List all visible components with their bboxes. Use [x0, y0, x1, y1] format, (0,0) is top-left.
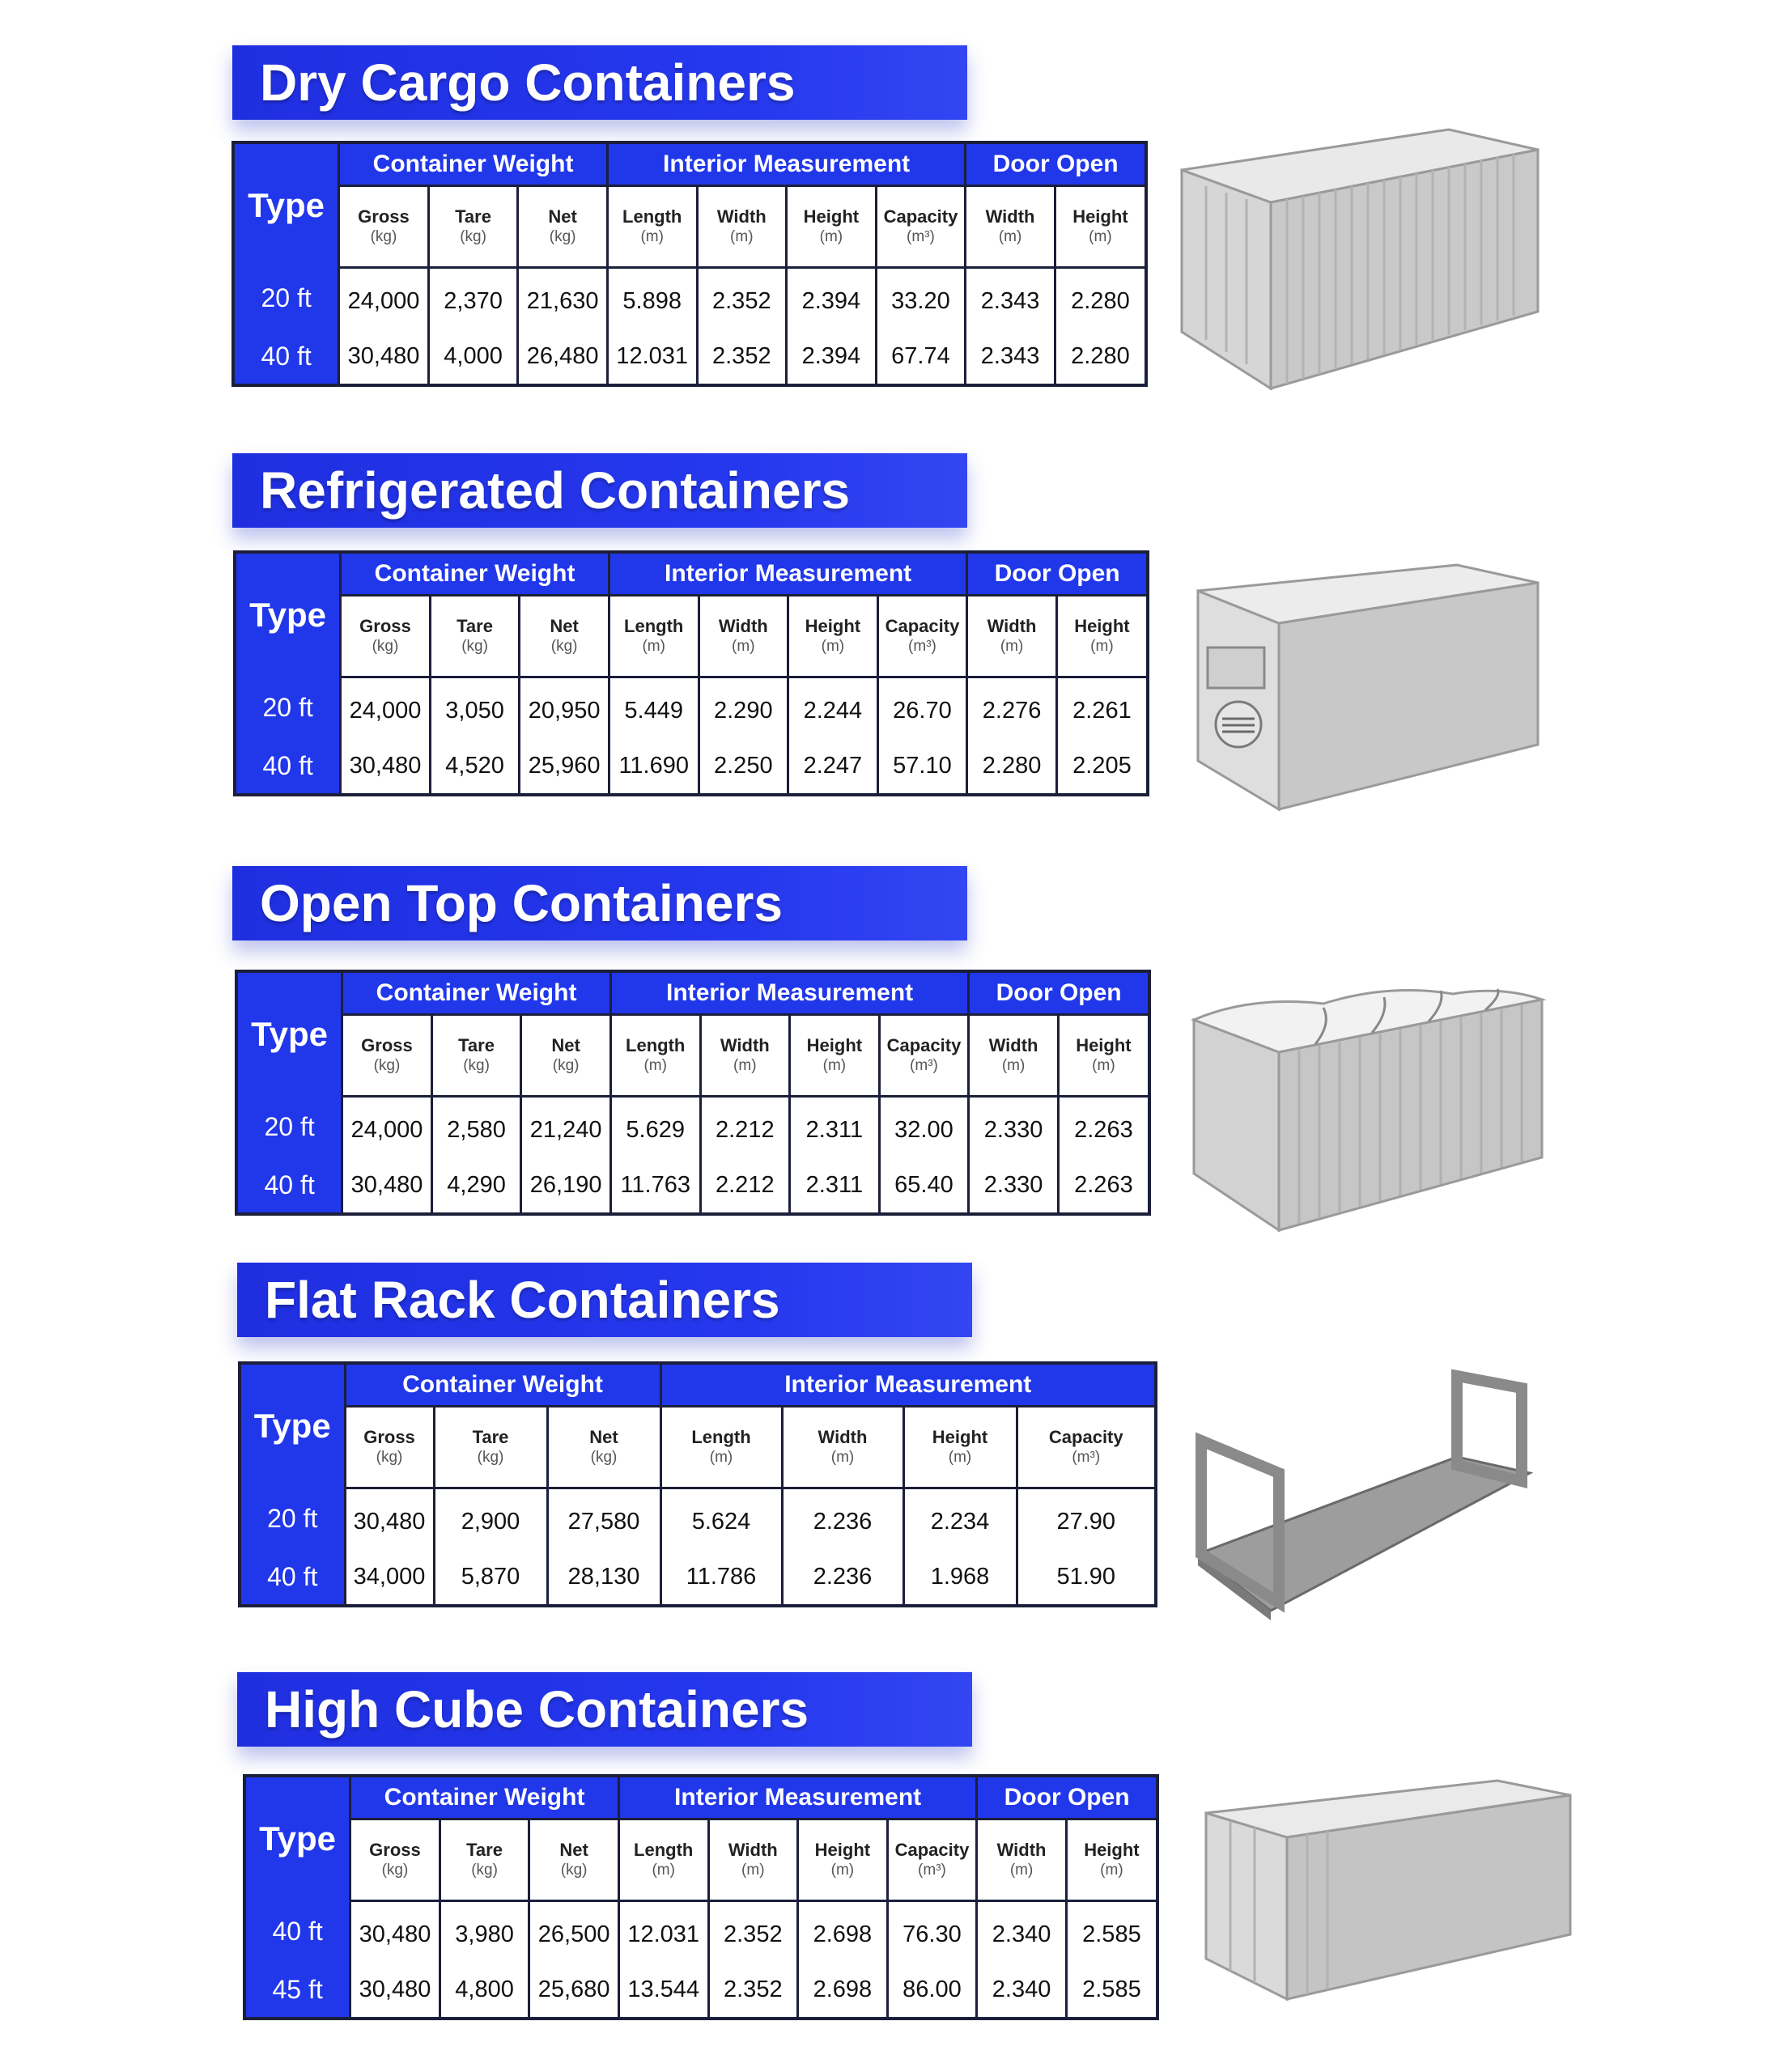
cell-door-height: 2.585: [1066, 1962, 1157, 2019]
cell-tare: 4,800: [440, 1962, 529, 2019]
column-header-width: Width (m): [708, 1819, 798, 1901]
column-header-door-width: Width (m): [977, 1819, 1067, 1901]
column-header-tare: Tare (kg): [434, 1407, 547, 1488]
column-header-tare: Tare (kg): [431, 1015, 521, 1097]
cell-width: 2.352: [697, 329, 787, 385]
cell-net: 28,130: [547, 1549, 660, 1606]
column-header-door-width: Width (m): [969, 1015, 1059, 1097]
cell-door-height: 2.280: [1055, 268, 1146, 329]
cell-width: 2.236: [782, 1549, 903, 1606]
cell-tare: 5,870: [434, 1549, 547, 1606]
cell-capacity: 33.20: [876, 268, 966, 329]
type-header: Type: [236, 971, 342, 1097]
group-header-interior: Interior Measurement: [618, 1776, 976, 1819]
cell-capacity: 27.90: [1017, 1488, 1156, 1550]
cell-length: 11.786: [660, 1549, 782, 1606]
column-header-capacity: Capacity (m³): [877, 596, 967, 677]
cell-height: 1.968: [903, 1549, 1017, 1606]
cell-width: 2.236: [782, 1488, 903, 1550]
cell-capacity: 67.74: [876, 329, 966, 385]
row-type: 40 ft: [240, 1549, 345, 1606]
section-title: Refrigerated Containers: [260, 461, 851, 520]
group-header-weight: Container Weight: [342, 971, 611, 1015]
group-header-interior: Interior Measurement: [660, 1363, 1156, 1407]
cell-door-height: 2.585: [1066, 1901, 1157, 1963]
open-top-container-icon: [1186, 979, 1550, 1238]
cell-height: 2.698: [798, 1901, 888, 1963]
section-title: Flat Rack Containers: [265, 1271, 780, 1329]
flat-rack-container-icon: [1190, 1368, 1538, 1627]
dry-cargo-container-icon: [1174, 121, 1546, 397]
cell-tare: 4,520: [430, 738, 520, 795]
column-header-length: Length (m): [609, 596, 699, 677]
column-header-gross: Gross (kg): [341, 596, 431, 677]
column-header-width: Width (m): [700, 1015, 790, 1097]
cell-door-height: 2.263: [1058, 1157, 1149, 1214]
cell-capacity: 76.30: [887, 1901, 977, 1963]
cell-gross: 30,480: [350, 1962, 440, 2019]
group-header-door: Door Open: [967, 552, 1148, 596]
spec-table: [235, 970, 1151, 1216]
group-header-weight: Container Weight: [345, 1363, 660, 1407]
table-row: [240, 1488, 1156, 1550]
cell-gross: 30,480: [350, 1901, 440, 1963]
table-row: [233, 329, 1146, 385]
row-type: 40 ft: [233, 329, 339, 385]
refrigerated-container-icon: [1190, 558, 1546, 817]
cell-length: 11.763: [610, 1157, 700, 1214]
spec-table: [231, 141, 1148, 387]
cell-length: 5.629: [610, 1097, 700, 1158]
section-title: High Cube Containers: [265, 1680, 809, 1739]
column-header-net: Net (kg): [521, 1015, 611, 1097]
group-header-interior: Interior Measurement: [607, 142, 965, 186]
cell-door-height: 2.263: [1058, 1097, 1149, 1158]
column-header-length: Length (m): [610, 1015, 700, 1097]
spec-table: [243, 1774, 1159, 2020]
group-header-interior: Interior Measurement: [609, 552, 966, 596]
column-header-tare: Tare (kg): [428, 186, 518, 268]
cell-tare: 2,900: [434, 1488, 547, 1550]
cell-height: 2.234: [903, 1488, 1017, 1550]
cell-width: 2.352: [697, 268, 787, 329]
section-title-banner: [237, 1672, 972, 1747]
column-header-gross: Gross (kg): [350, 1819, 440, 1901]
column-header-capacity: Capacity (m³): [887, 1819, 977, 1901]
column-header-capacity: Capacity (m³): [1017, 1407, 1156, 1488]
column-header-net: Net (kg): [547, 1407, 660, 1488]
cell-height: 2.311: [790, 1097, 880, 1158]
cell-gross: 24,000: [339, 268, 429, 329]
cell-capacity: 51.90: [1017, 1549, 1156, 1606]
column-header-capacity: Capacity (m³): [876, 186, 966, 268]
type-header: Type: [240, 1363, 345, 1488]
group-header-weight: Container Weight: [341, 552, 609, 596]
column-header-door-width: Width (m): [966, 186, 1055, 268]
row-type: 40 ft: [244, 1901, 350, 1963]
high-cube-container-icon: [1198, 1773, 1578, 2007]
cell-capacity: 26.70: [877, 677, 967, 739]
cell-width: 2.352: [708, 1901, 798, 1963]
cell-length: 5.898: [607, 268, 697, 329]
cell-height: 2.698: [798, 1962, 888, 2019]
table-row: [240, 1549, 1156, 1606]
cell-capacity: 57.10: [877, 738, 967, 795]
cell-door-width: 2.343: [966, 329, 1055, 385]
type-header: Type: [244, 1776, 350, 1901]
spec-table: [233, 550, 1149, 796]
column-header-door-height: Height (m): [1055, 186, 1146, 268]
group-header-weight: Container Weight: [339, 142, 608, 186]
cell-net: 27,580: [547, 1488, 660, 1550]
column-header-height: Height (m): [798, 1819, 888, 1901]
cell-door-width: 2.340: [977, 1901, 1067, 1963]
column-header-gross: Gross (kg): [345, 1407, 434, 1488]
cell-gross: 30,480: [339, 329, 429, 385]
cell-door-width: 2.276: [967, 677, 1057, 739]
cell-net: 21,630: [518, 268, 608, 329]
section-title-banner: [232, 453, 967, 528]
column-header-door-height: Height (m): [1056, 596, 1148, 677]
cell-capacity: 86.00: [887, 1962, 977, 2019]
cell-net: 26,500: [529, 1901, 619, 1963]
cell-tare: 2,370: [428, 268, 518, 329]
cell-gross: 24,000: [342, 1097, 432, 1158]
column-header-height: Height (m): [903, 1407, 1017, 1488]
table-row: [244, 1962, 1157, 2019]
cell-gross: 30,480: [345, 1488, 434, 1550]
column-header-net: Net (kg): [520, 596, 609, 677]
table-row: [235, 677, 1148, 739]
row-type: 20 ft: [236, 1097, 342, 1158]
column-header-door-width: Width (m): [967, 596, 1057, 677]
group-header-door: Door Open: [966, 142, 1146, 186]
table-row: [233, 268, 1146, 329]
cell-length: 13.544: [618, 1962, 708, 2019]
cell-tare: 2,580: [431, 1097, 521, 1158]
cell-door-width: 2.340: [977, 1962, 1067, 2019]
spec-table: [238, 1361, 1157, 1607]
cell-height: 2.244: [788, 677, 878, 739]
cell-gross: 34,000: [345, 1549, 434, 1606]
type-header: Type: [235, 552, 341, 677]
column-header-height: Height (m): [787, 186, 877, 268]
cell-gross: 30,480: [341, 738, 431, 795]
cell-tare: 4,000: [428, 329, 518, 385]
column-header-tare: Tare (kg): [440, 1819, 529, 1901]
section-title: Dry Cargo Containers: [260, 53, 796, 112]
row-type: 40 ft: [235, 738, 341, 795]
column-header-gross: Gross (kg): [342, 1015, 432, 1097]
column-header-net: Net (kg): [529, 1819, 619, 1901]
cell-height: 2.311: [790, 1157, 880, 1214]
type-header: Type: [233, 142, 339, 268]
cell-net: 25,960: [520, 738, 609, 795]
column-header-gross: Gross (kg): [339, 186, 429, 268]
cell-capacity: 65.40: [879, 1157, 969, 1214]
cell-door-width: 2.343: [966, 268, 1055, 329]
row-type: 20 ft: [233, 268, 339, 329]
column-header-width: Width (m): [697, 186, 787, 268]
row-type: 40 ft: [236, 1157, 342, 1214]
group-header-door: Door Open: [977, 1776, 1157, 1819]
table-row: [235, 738, 1148, 795]
cell-height: 2.394: [787, 268, 877, 329]
cell-door-height: 2.261: [1056, 677, 1148, 739]
row-type: 45 ft: [244, 1962, 350, 2019]
cell-capacity: 32.00: [879, 1097, 969, 1158]
column-header-width: Width (m): [782, 1407, 903, 1488]
cell-height: 2.247: [788, 738, 878, 795]
cell-tare: 3,980: [440, 1901, 529, 1963]
section-title-banner: [232, 45, 967, 120]
cell-door-height: 2.280: [1055, 329, 1146, 385]
cell-width: 2.290: [699, 677, 788, 739]
cell-length: 5.449: [609, 677, 699, 739]
column-header-height: Height (m): [788, 596, 878, 677]
group-header-door: Door Open: [969, 971, 1149, 1015]
cell-length: 12.031: [607, 329, 697, 385]
column-header-net: Net (kg): [518, 186, 608, 268]
table-row: [244, 1901, 1157, 1963]
cell-width: 2.250: [699, 738, 788, 795]
column-header-height: Height (m): [790, 1015, 880, 1097]
section-title: Open Top Containers: [260, 874, 783, 932]
cell-net: 21,240: [521, 1097, 611, 1158]
cell-width: 2.212: [700, 1157, 790, 1214]
cell-width: 2.212: [700, 1097, 790, 1158]
column-header-tare: Tare (kg): [430, 596, 520, 677]
row-type: 20 ft: [240, 1488, 345, 1550]
column-header-door-height: Height (m): [1066, 1819, 1157, 1901]
column-header-capacity: Capacity (m³): [879, 1015, 969, 1097]
table-row: [236, 1097, 1149, 1158]
section-title-banner: [232, 866, 967, 940]
cell-length: 5.624: [660, 1488, 782, 1550]
group-header-weight: Container Weight: [350, 1776, 619, 1819]
cell-net: 20,950: [520, 677, 609, 739]
cell-gross: 30,480: [342, 1157, 432, 1214]
column-header-width: Width (m): [699, 596, 788, 677]
cell-length: 11.690: [609, 738, 699, 795]
cell-height: 2.394: [787, 329, 877, 385]
cell-tare: 4,290: [431, 1157, 521, 1214]
cell-tare: 3,050: [430, 677, 520, 739]
cell-door-width: 2.330: [969, 1157, 1059, 1214]
cell-length: 12.031: [618, 1901, 708, 1963]
group-header-interior: Interior Measurement: [610, 971, 968, 1015]
cell-door-width: 2.330: [969, 1097, 1059, 1158]
column-header-length: Length (m): [660, 1407, 782, 1488]
cell-door-width: 2.280: [967, 738, 1057, 795]
cell-net: 26,480: [518, 329, 608, 385]
cell-net: 26,190: [521, 1157, 611, 1214]
column-header-door-height: Height (m): [1058, 1015, 1149, 1097]
section-title-banner: [237, 1263, 972, 1337]
column-header-length: Length (m): [607, 186, 697, 268]
table-row: [236, 1157, 1149, 1214]
row-type: 20 ft: [235, 677, 341, 739]
cell-gross: 24,000: [341, 677, 431, 739]
column-header-length: Length (m): [618, 1819, 708, 1901]
cell-net: 25,680: [529, 1962, 619, 2019]
cell-width: 2.352: [708, 1962, 798, 2019]
cell-door-height: 2.205: [1056, 738, 1148, 795]
